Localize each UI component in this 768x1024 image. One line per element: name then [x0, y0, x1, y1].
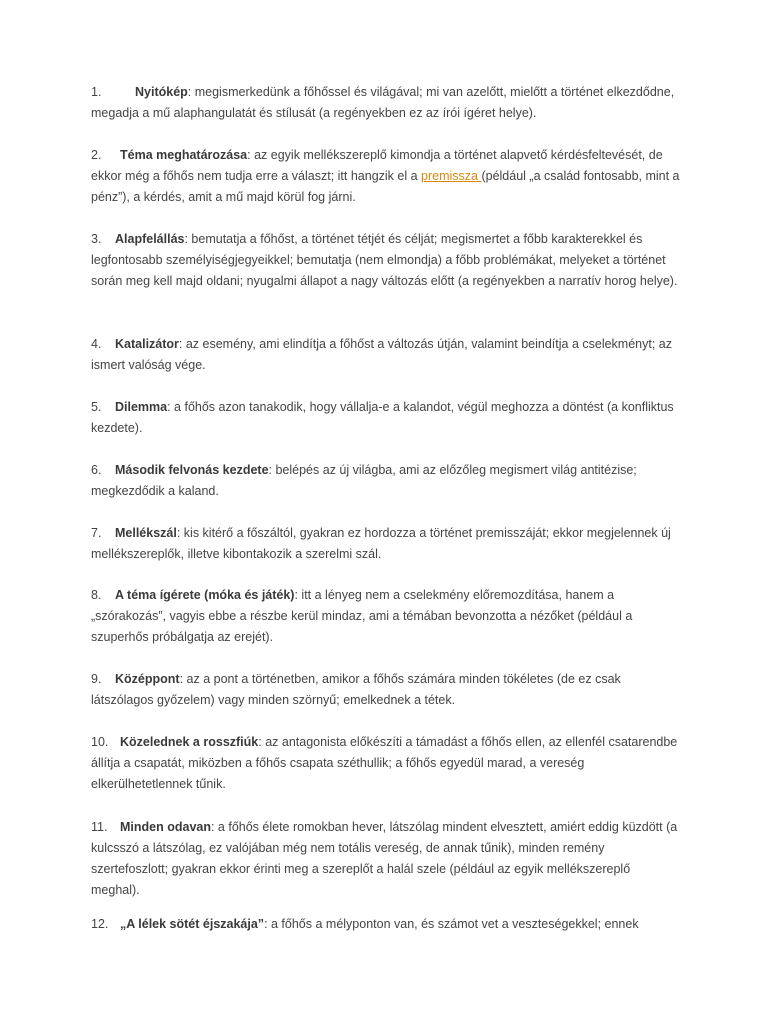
list-item-3 — [91, 229, 681, 292]
item-term: Közelednek a rosszfiúk — [120, 735, 259, 749]
list-item-12 — [91, 914, 681, 935]
item-term: Nyitókép — [135, 85, 188, 99]
item-term: Mellékszál — [115, 526, 177, 540]
item-text: (például „a család fontosabb, mint a pénz”), a kérdés, amit a mű majd körül fog járni. — [91, 169, 680, 204]
item-number: 9. — [91, 672, 102, 686]
item-term: Alapfelállás — [115, 232, 185, 246]
item-term: Dilemma — [115, 400, 168, 414]
premissza-link[interactable]: premissza — [421, 169, 482, 183]
list-item-2 — [91, 145, 681, 208]
item-number: 11. — [91, 820, 108, 834]
item-number: 10. — [91, 735, 109, 749]
item-text: : a főhős a mélyponton van, és számot vet a veszteségekkel; ennek — [264, 917, 639, 931]
item-number: 6. — [91, 463, 102, 477]
item-number: 8. — [91, 588, 102, 602]
item-text: : az esemény, ami elindítja a főhőst a változás útján, valamint beindítja a cselekményt; az ismert valóság vége. — [91, 337, 672, 372]
item-text: : az antagonista előkészíti a támadást a főhős ellen, az ellenfél csatarendbe állítja a csapatát, miközben a főhős csapata széthullik; a főhős egyedül marad, a vereség elkerülhetetlennek tűnik. — [91, 735, 678, 791]
item-text: : a főhős élete romokban hever, látszólag mindent elvesztett, amiért eddig küzdött (a kulcsszó a látszólag, ez valójában még nem totális vereség, de annak tűnik), minden remény szertefoszlott; gyakran ekkor érinti meg a szereplőt a halál szele (például az egyik mellékszereplő meghal). — [91, 820, 678, 897]
item-text: : belépés az új világba, ami az előzőleg megismert világ antitézise; megkezdődik a kaland. — [91, 463, 637, 498]
item-text: : kis kitérő a főszáltól, gyakran ez hordozza a történet premisszáját; ekkor megjelennek új mellékszereplők, illetve kibontakozik a szerelmi szál. — [91, 526, 671, 561]
item-text: : a főhős azon tanakodik, hogy vállalja-e a kalandot, végül meghozza a döntést (a konfliktus kezdete). — [91, 400, 674, 435]
list-item-1 — [91, 82, 681, 124]
item-text: : megismerkedünk a főhőssel és világával; mi van azelőtt, mielőtt a történet elkezdődne, megadja a mű alaphangulatát és stílusát (a regényekben ez az írói ígéret helye). — [91, 85, 675, 120]
item-number: 4. — [91, 337, 102, 351]
item-term: Második felvonás kezdete — [115, 463, 269, 477]
item-number: 2. — [91, 148, 102, 162]
item-number: 3. — [91, 232, 102, 246]
item-number: 12. — [91, 917, 109, 931]
item-text: : az a pont a történetben, amikor a főhős számára minden tökéletes (de ez csak látszólagos győzelem) vagy minden szörnyű; emelkednek a tétek. — [91, 672, 621, 707]
item-text: : az egyik mellékszereplő kimondja a történet alapvető kérdésfeltevését, de ekkor még a főhős nem tudja erre a választ; itt hangzik el a — [91, 148, 663, 183]
list-item-10 — [91, 732, 681, 795]
item-term: A téma ígérete (móka és játék) — [115, 588, 295, 602]
item-term: Középpont — [115, 672, 180, 686]
item-term: Katalizátor — [115, 337, 179, 351]
item-text: : itt a lényeg nem a cselekmény előremozdítása, hanem a „szórakozás”, vagyis ebbe a részbe kerül mindaz, ami a témában bevonzotta a nézőket (például a szuperhős próbálgatja az erejét). — [91, 588, 633, 644]
list-item-8 — [91, 585, 681, 648]
item-number: 7. — [91, 526, 102, 540]
list-item-9 — [91, 669, 681, 711]
list-item-7 — [91, 523, 681, 565]
item-term: „A lélek sötét éjszakája” — [120, 917, 265, 931]
item-term: Téma meghatározása — [120, 148, 248, 162]
list-item-11 — [91, 817, 681, 901]
item-text: : bemutatja a főhőst, a történet tétjét és célját; megismertet a főbb karakterekkel és legfontosabb személyiségjegyeikkel; bemutatja (nem elmondja) a főbb problémákat, melyeket a történet során meg kell majd oldani; nyugalmi állapot a nagy változás előtt (a regényekben a narratív horog helye). — [91, 232, 678, 288]
list-item-4 — [91, 334, 681, 376]
list-item-5 — [91, 397, 681, 439]
item-term: Minden odavan — [120, 820, 211, 834]
item-number: 5. — [91, 400, 102, 414]
list-item-6 — [91, 460, 681, 502]
item-number: 1. — [91, 85, 102, 99]
